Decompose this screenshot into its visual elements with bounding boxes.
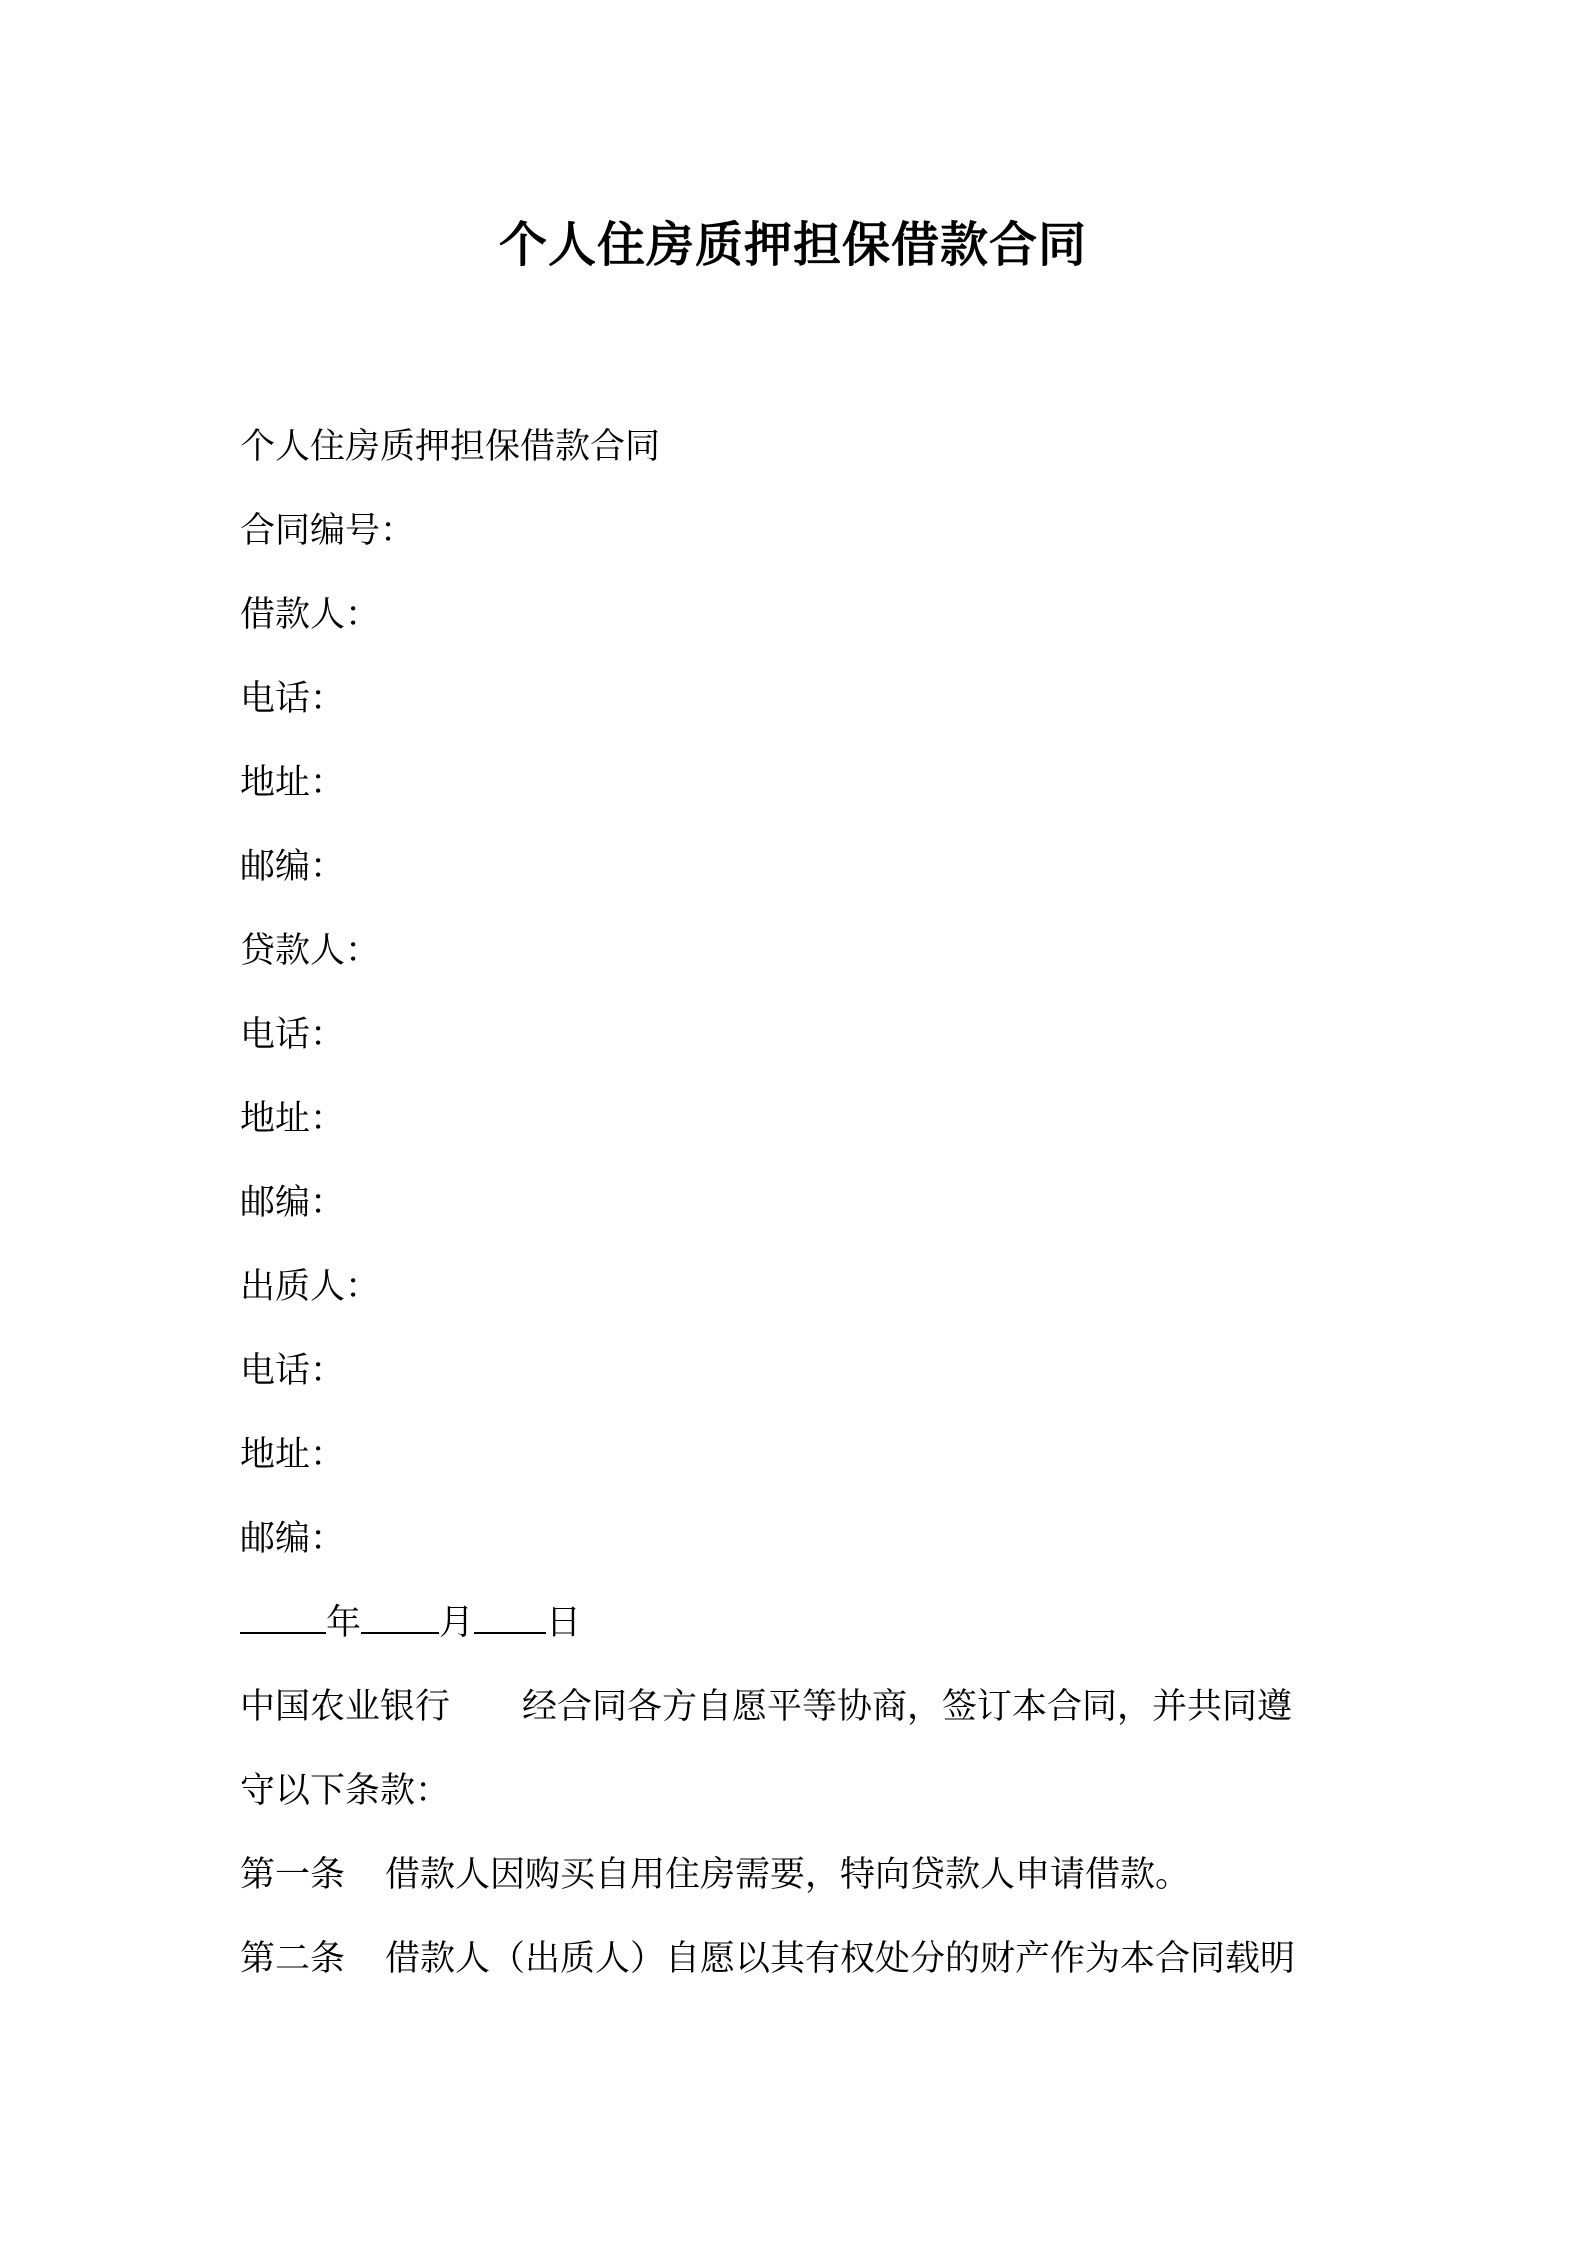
intro-line-2: 守以下条款： bbox=[240, 1771, 451, 1811]
borrower-field: 借款人： bbox=[240, 595, 381, 635]
article-1 bbox=[240, 1833, 1360, 1917]
lender-field: 贷款人： bbox=[240, 931, 381, 971]
borrower-address-field: 地址： bbox=[240, 763, 346, 803]
pledgor-address-field: 地址： bbox=[240, 1435, 346, 1475]
pledgor-field: 出质人： bbox=[240, 1267, 381, 1307]
article-2 bbox=[240, 1917, 1360, 2001]
day-label: 日 bbox=[546, 1603, 582, 1643]
month-blank bbox=[361, 1598, 439, 1634]
date-line bbox=[240, 1581, 1360, 1665]
article-2-label: 第二条 bbox=[240, 1939, 346, 1979]
day-blank bbox=[474, 1598, 546, 1634]
lender-postcode-field: 邮编： bbox=[240, 1183, 346, 1223]
year-blank bbox=[240, 1598, 326, 1634]
contract-number-field: 合同编号： bbox=[240, 511, 416, 551]
page-title: 个人住房质押担保借款合同 bbox=[498, 217, 1087, 273]
intro-line-1 bbox=[240, 1665, 1360, 1749]
article-1-text: 借款人因购买自用住房需要，特向贷款人申请借款。 bbox=[385, 1855, 1191, 1895]
lender-phone-field: 电话： bbox=[240, 1015, 346, 1055]
borrower-phone-field: 电话： bbox=[240, 679, 346, 719]
article-2-text: 借款人（出质人）自愿以其有权处分的财产作为本合同载明 bbox=[385, 1939, 1296, 1979]
bank-name: 中国农业银行 bbox=[240, 1687, 451, 1727]
pledgor-postcode-field: 邮编： bbox=[240, 1519, 346, 1559]
month-label: 月 bbox=[439, 1603, 475, 1643]
article-1-label: 第一条 bbox=[240, 1855, 346, 1895]
document-subtitle: 个人住房质押担保借款合同 bbox=[240, 427, 661, 467]
intro-text-1: 经合同各方自愿平等协商，签订本合同，并共同遵 bbox=[522, 1687, 1293, 1727]
pledgor-phone-field: 电话： bbox=[240, 1351, 346, 1391]
lender-address-field: 地址： bbox=[240, 1099, 346, 1139]
borrower-postcode-field: 邮编： bbox=[240, 847, 346, 887]
document-body bbox=[240, 405, 1360, 2001]
year-label: 年 bbox=[326, 1603, 362, 1643]
